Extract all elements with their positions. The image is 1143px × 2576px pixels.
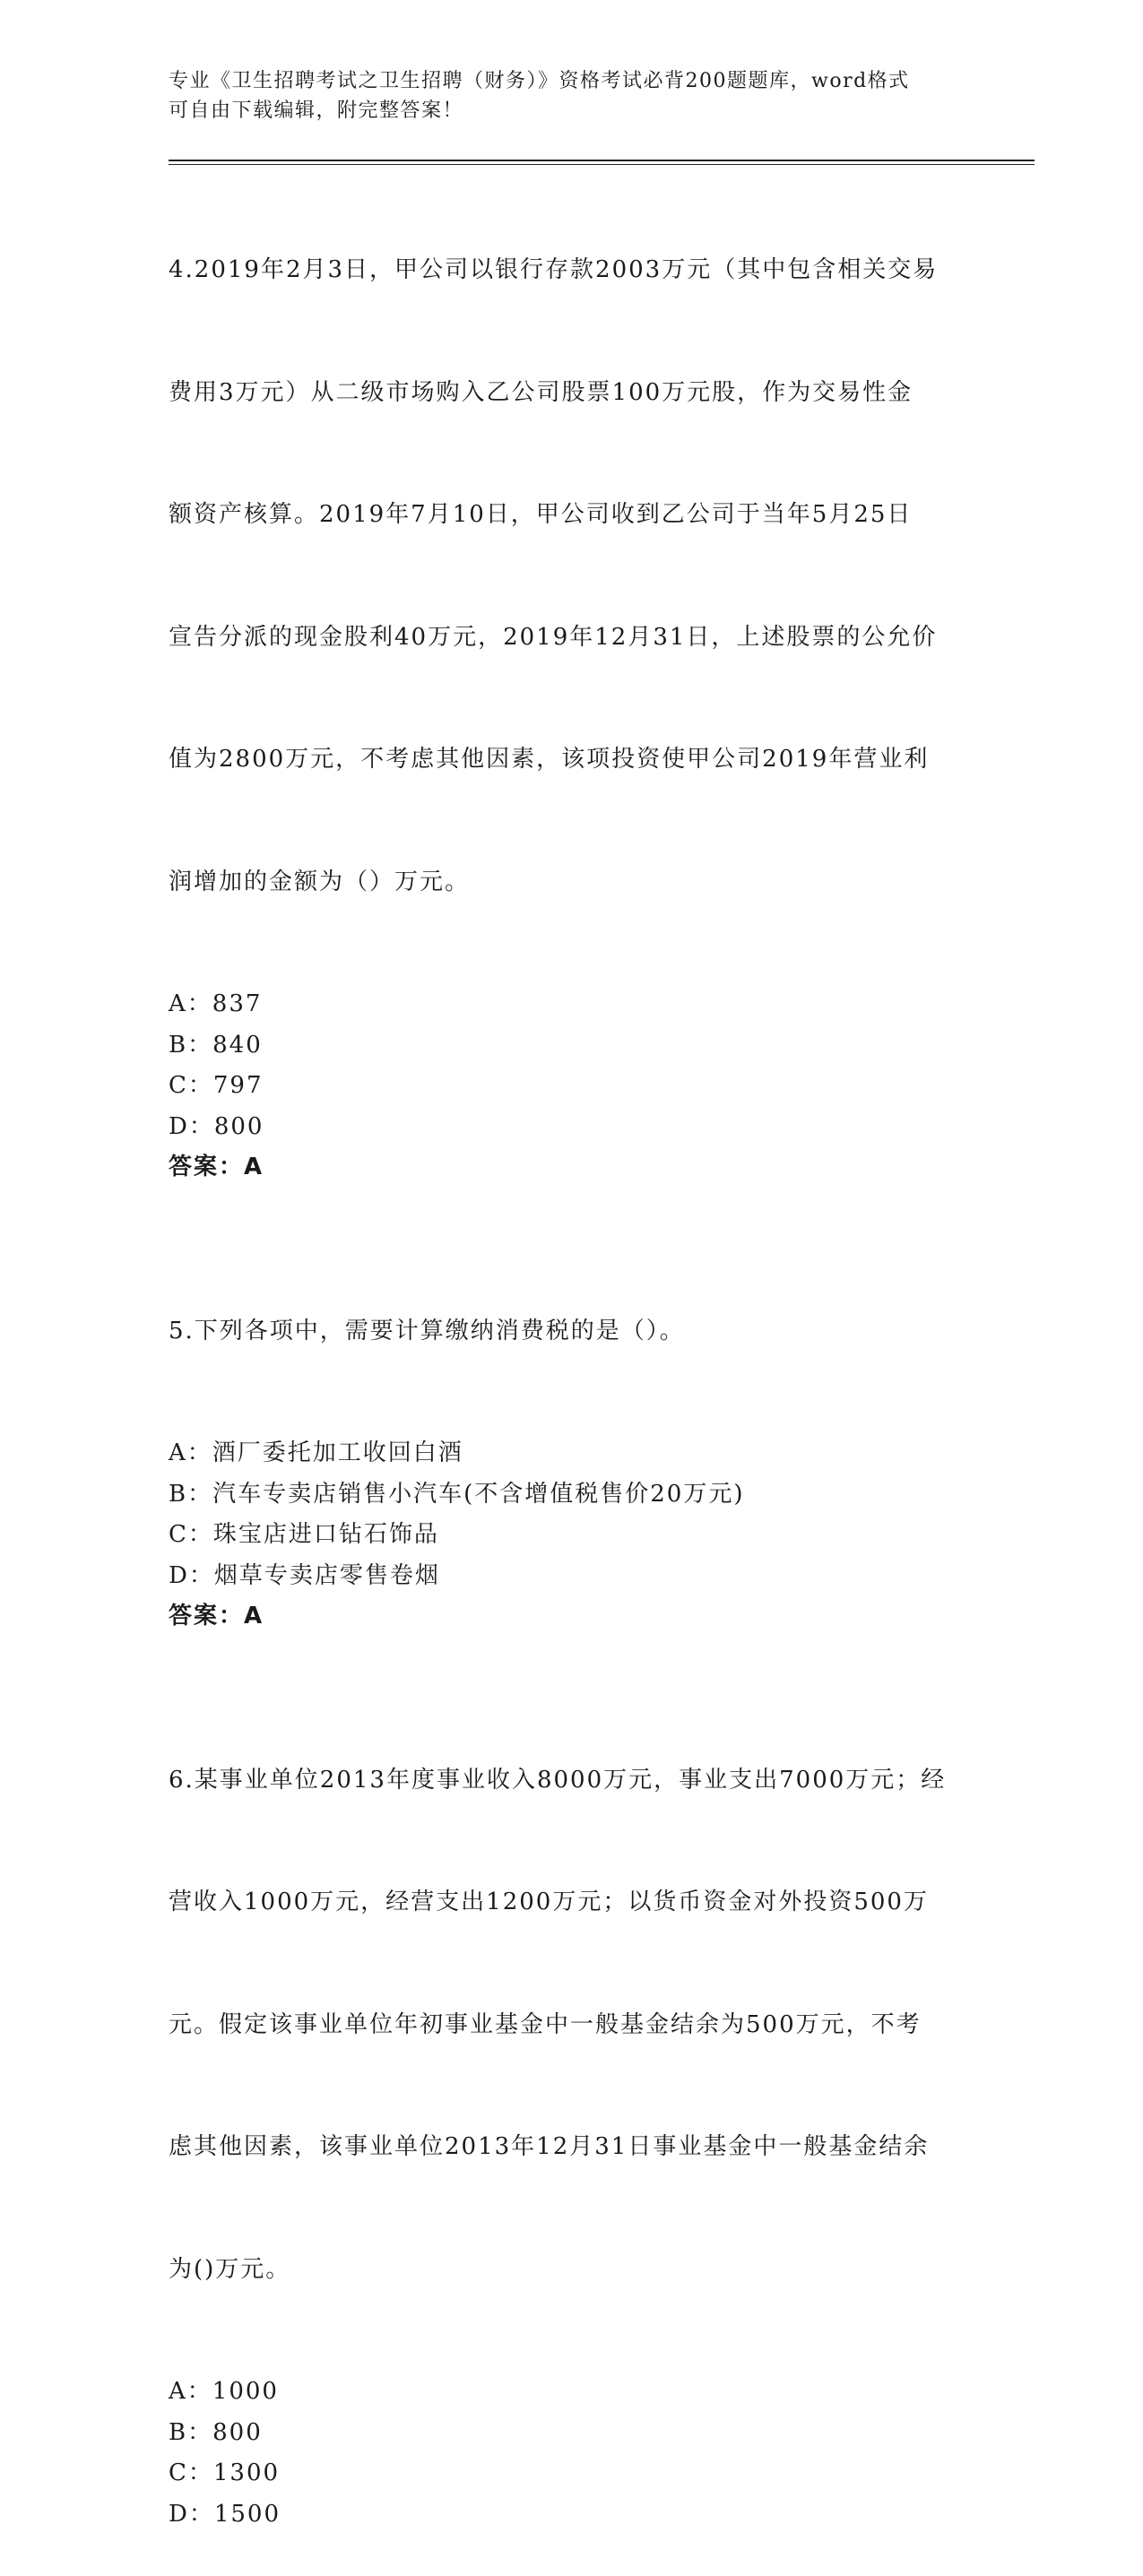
option-d: D：1500: [169, 2500, 281, 2528]
question-stem: [169, 1230, 975, 1434]
option-d: D：烟草专卖店零售卷烟: [169, 1561, 440, 1589]
stem-line: 润增加的金额为（）万元。: [169, 868, 471, 895]
header-line-2: 可自由下载编辑，附完整答案！: [169, 99, 464, 122]
stem-line: 元。假定该事业单位年初事业基金中一般基金结余为500万元，不考: [169, 2010, 922, 2038]
option-a: A：1000: [169, 2378, 279, 2405]
option-a: A：837: [169, 990, 263, 1017]
stem-line: 6.某事业单位2013年度事业收入8000万元，事业支出7000万元；经: [169, 1766, 947, 1794]
option-c: C：1300: [169, 2459, 281, 2486]
question-list: [169, 169, 975, 2576]
option-c: C：珠宝店进口钻石饰品: [169, 1521, 439, 1548]
option-d: D：800: [169, 1112, 264, 1140]
question-stem: [169, 1679, 975, 2373]
stem-line: 为()万元。: [169, 2255, 291, 2283]
question-5: [169, 1230, 975, 1638]
stem-line: 虑其他因素，该事业单位2013年12月31日事业基金中一般基金结余: [169, 2133, 930, 2160]
document-header: [169, 66, 957, 125]
header-line-1: 专业《卫生招聘考试之卫生招聘（财务）》资格考试必背200题题库，word格式: [169, 70, 910, 92]
header-divider-thick: [169, 160, 1035, 161]
header-divider-thin: [169, 164, 1035, 165]
option-b: B：汽车专卖店销售小汽车(不含增值税售价20万元): [169, 1480, 745, 1508]
stem-line: 5.下列各项中，需要计算缴纳消费税的是（）。: [169, 1317, 685, 1344]
answer-label: 答案：A: [169, 1154, 264, 1180]
option-b: B：800: [169, 2418, 263, 2446]
question-stem: [169, 169, 975, 984]
stem-line: 值为2800万元，不考虑其他因素，该项投资使甲公司2019年营业利: [169, 746, 930, 773]
answer-label: 答案：A: [169, 1603, 264, 1629]
question-4: [169, 169, 975, 1189]
option-c: C：797: [169, 1072, 264, 1099]
option-a: A：酒厂委托加工收回白酒: [169, 1439, 463, 1466]
option-b: B：840: [169, 1031, 263, 1059]
stem-line: 4.2019年2月3日，甲公司以银行存款2003万元（其中包含相关交易: [169, 256, 939, 283]
stem-line: 额资产核算。2019年7月10日，甲公司收到乙公司于当年5月25日: [169, 501, 913, 528]
stem-line: 费用3万元）从二级市场购入乙公司股票100万元股，作为交易性金: [169, 378, 914, 406]
stem-line: 营收入1000万元，经营支出1200万元；以货币资金对外投资500万: [169, 1889, 929, 1915]
stem-line: 宣告分派的现金股利40万元，2019年12月31日，上述股票的公允价: [169, 623, 938, 651]
question-6: [169, 1679, 975, 2536]
